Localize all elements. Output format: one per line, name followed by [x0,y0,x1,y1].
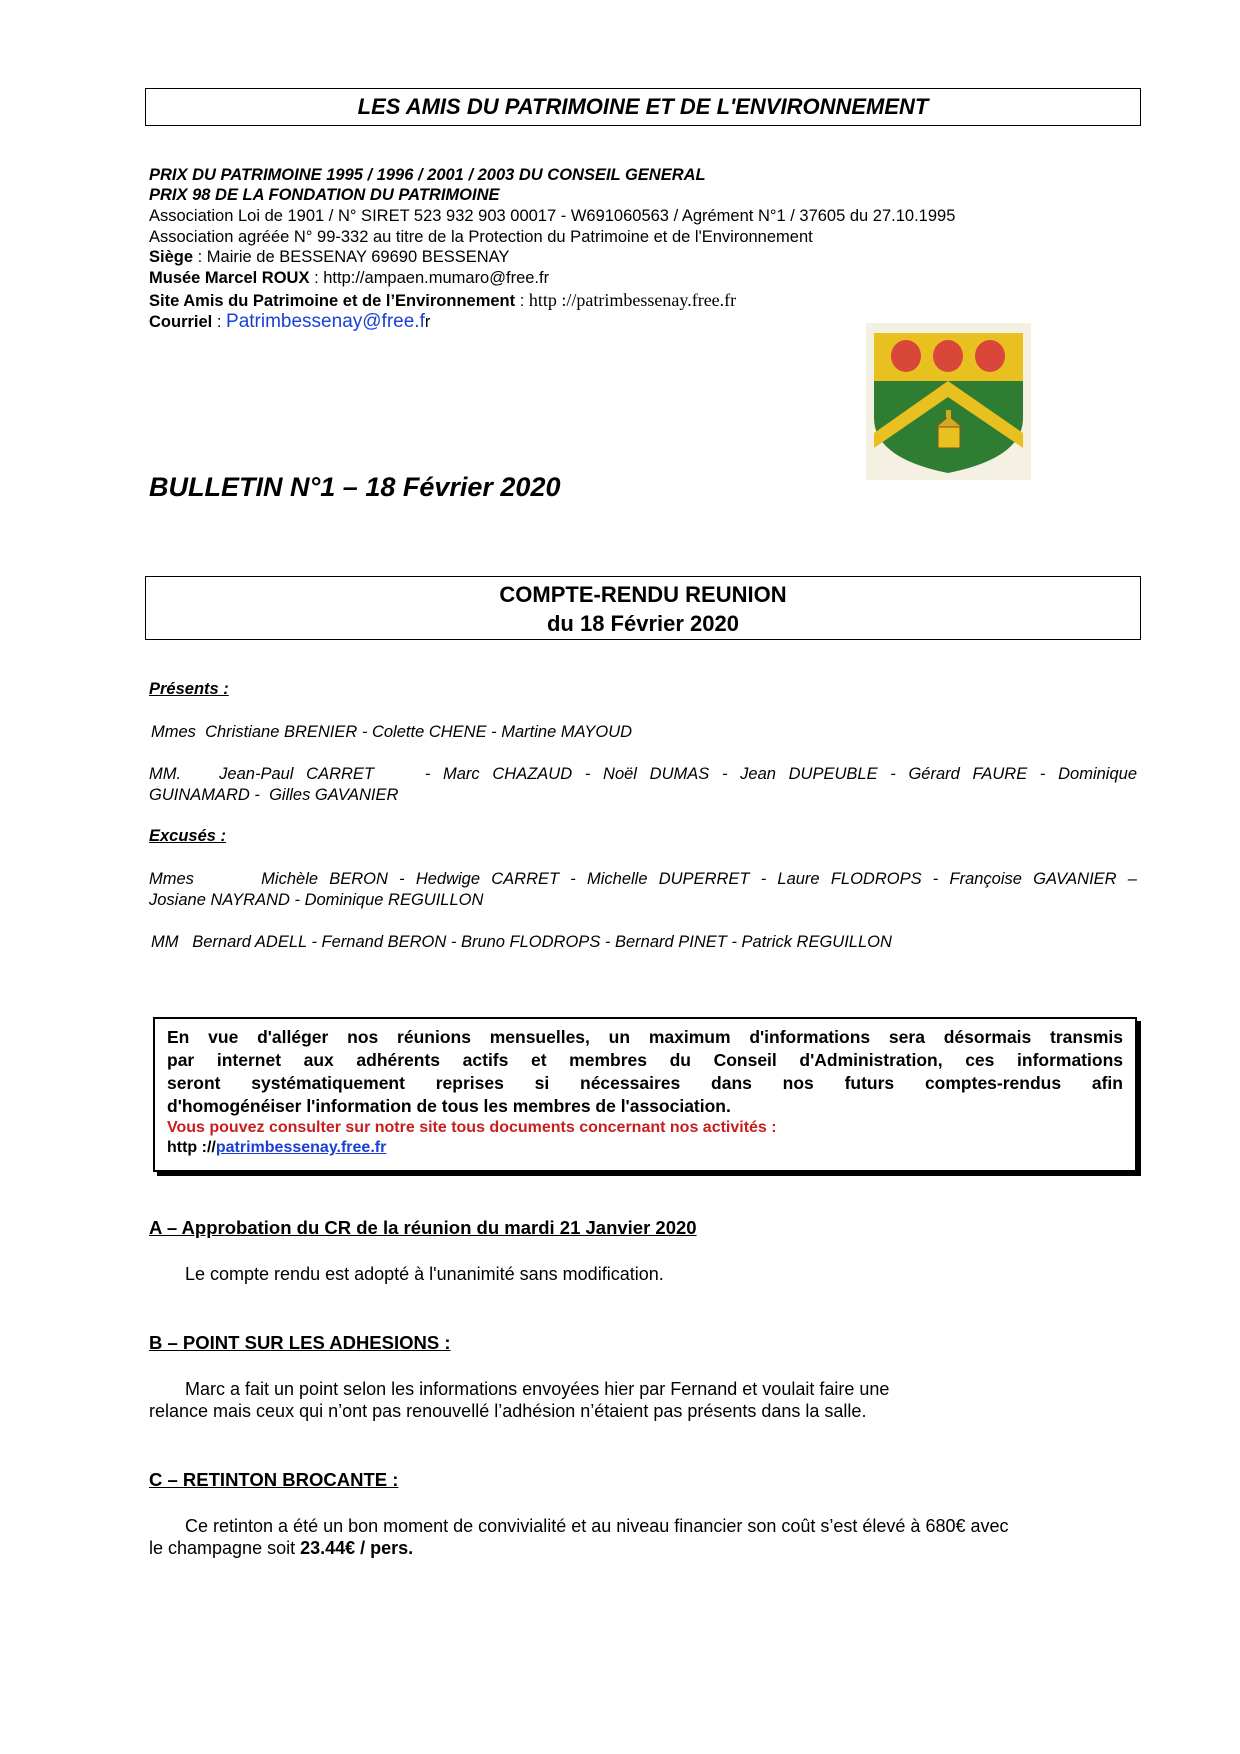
notice-link-prefix: http :// [167,1139,216,1156]
musee-line [149,268,549,288]
section-c-text-2 [149,1537,413,1559]
association-title-text: LES AMIS DU PATRIMOINE ET DE L'ENVIRONNEMENT [357,94,929,119]
siege-value: : Mairie de BESSENAY 69690 BESSENAY [193,248,510,266]
notice-line-2: par internet aux adhérents actifs et membres du Conseil d'Administration, ces informations [167,1050,1123,1070]
section-c-text-1: Ce retinton a été un bon moment de convivialité et au niveau financier son coût s’est élevé à 680€ avec [185,1516,1009,1536]
siege-label: Siège [149,248,194,266]
excuses-mmes-line1: Mmes Michèle BERON - Hedwige CARRET - Michelle DUPERRET - Laure FLODROPS - Françoise GAVANIER – [149,870,1137,888]
presents-label: Présents : [149,680,229,698]
compte-rendu-box [145,576,1141,640]
notice-box [153,1017,1137,1172]
courriel-line [149,312,430,332]
notice-line-1: En vue d'alléger nos réunions mensuelles, un maximum d'informations sera désormais transmis [167,1027,1123,1047]
association-title [145,88,1141,126]
cost-per-person: 23.44€ / pers. [300,1538,414,1558]
presents-mm [149,764,1137,806]
musee-value: : http://ampaen.mumaro@free.fr [309,269,550,287]
courriel-link[interactable]: Patrimbessenay@free.f [226,311,425,332]
section-a-heading: A – Approbation du CR de la réunion du mardi 21 Janvier 2020 [149,1217,697,1238]
association-agree: Association agréée N° 99-332 au titre de la Protection du Patrimoine et de l'Environnement [149,228,813,246]
notice-line-3: seront systématiquement reprises si nécessaires dans nos futurs comptes-rendus afin [167,1073,1123,1093]
association-loi: Association Loi de 1901 / N° SIRET 523 932 903 00017 - W691060563 / Agrément N°1 / 37605 du 27.10.1995 [149,207,956,225]
siege-line [149,247,509,267]
compte-rendu-date: du 18 Février 2020 [546,611,739,636]
musee-label: Musée Marcel ROUX [149,269,310,287]
site-url[interactable]: http ://patrimbessenay.free.fr [528,290,737,310]
excuses-label: Excusés : [149,827,227,845]
section-b-text-1: Marc a fait un point selon les informations envoyées hier par Fernand et voulait faire une [185,1379,890,1399]
site-label: Site Amis du Patrimoine et de l’Environnement [149,292,516,310]
notice-link-line [167,1138,1123,1158]
prix-fondation: PRIX 98 DE LA FONDATION DU PATRIMOINE [149,186,500,204]
coat-of-arms-icon [866,323,1031,480]
notice-line-4: d'homogénéiser l'information de tous les membres de l'association. [167,1096,731,1116]
site-sep: : [515,292,529,310]
section-c-heading: C – RETINTON BROCANTE : [149,1469,399,1490]
site-line [149,290,736,311]
presents-mm-line2: GUINAMARD - Gilles GAVANIER [149,786,399,804]
compte-rendu-title: COMPTE-RENDU REUNION [499,582,787,607]
courriel-sep: : [212,313,227,331]
courriel-label: Courriel [149,313,213,331]
notice-red-line: Vous pouvez consulter sur notre site tous documents concernant nos activités : [167,1119,777,1136]
excuses-mmes-line2: Josiane NAYRAND - Dominique REGUILLON [149,891,484,909]
section-a-text: Le compte rendu est adopté à l'unanimité sans modification. [185,1264,664,1284]
presents-mmes: Mmes Christiane BRENIER - Colette CHENE - Martine MAYOUD [151,723,633,741]
section-b-text-2: relance mais ceux qui n’ont pas renouvellé l’adhésion n’étaient pas présents dans la salle. [149,1401,867,1421]
section-c-text-prefix: le champagne soit [149,1538,301,1558]
presents-mm-line1: MM. Jean-Paul CARRET - Marc CHAZAUD - Noël DUMAS - Jean DUPEUBLE - Gérard FAURE - Dominique [149,765,1137,783]
section-b-heading: B – POINT SUR LES ADHESIONS : [149,1332,451,1353]
notice-site-link[interactable]: patrimbessenay.free.fr [215,1139,387,1156]
courriel-tail: r [424,313,431,331]
excuses-mmes [149,869,1137,911]
prix-patrimoine: PRIX DU PATRIMOINE 1995 / 1996 / 2001 / 2003 DU CONSEIL GENERAL [149,166,706,184]
bulletin-title: BULLETIN N°1 – 18 Février 2020 [149,472,561,502]
excuses-mm: MM Bernard ADELL - Fernand BERON - Bruno FLODROPS - Bernard PINET - Patrick REGUILLON [151,933,892,951]
